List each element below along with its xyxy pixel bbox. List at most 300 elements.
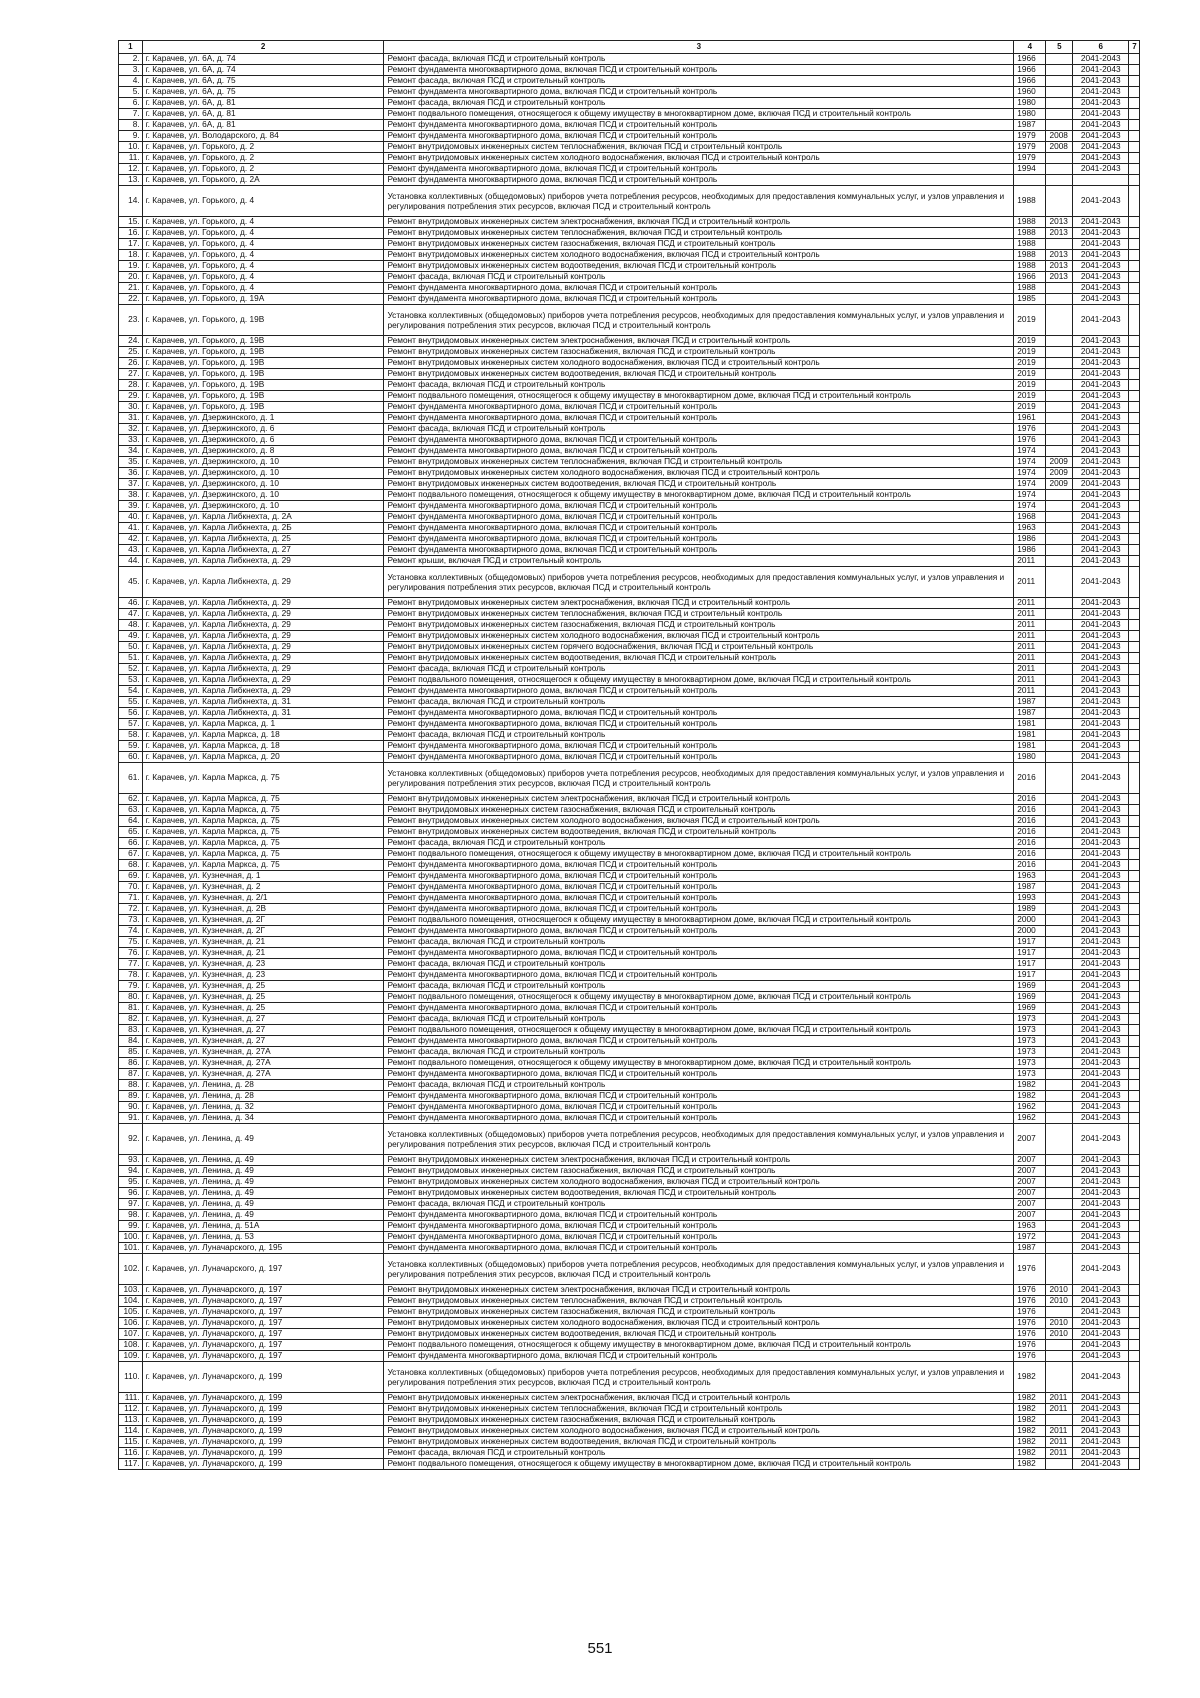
table-row	[119, 948, 1140, 959]
cell-last-repair-year	[1046, 305, 1073, 336]
cell-address: г. Карачев, ул. Кузнечная, д. 27А	[142, 1069, 384, 1080]
cell-address: г. Карачев, ул. Ленина, д. 49	[142, 1210, 384, 1221]
cell-row-number: 10.	[119, 142, 143, 153]
cell-work-type: Установка коллективных (общедомовых) приборов учета потребления ресурсов, необходимых для предоставления коммунальных услуг, и узлов управления и регулирования потребления этих ресурсов, включая ПСД и строительный контроль	[384, 1362, 1014, 1393]
cell-build-year: 1976	[1014, 1351, 1046, 1362]
cell-work-type: Ремонт фундамента многоквартирного дома, включая ПСД и строительный контроль	[384, 719, 1014, 730]
table-row	[119, 391, 1140, 402]
cell-build-year: 2016	[1014, 849, 1046, 860]
cell-work-type: Установка коллективных (общедомовых) приборов учета потребления ресурсов, необходимых для предоставления коммунальных услуг, и узлов управления и регулирования потребления этих ресурсов, включая ПСД и строительный контроль	[384, 186, 1014, 217]
cell-extra	[1129, 1393, 1140, 1404]
table-row	[119, 54, 1140, 65]
cell-last-repair-year	[1046, 413, 1073, 424]
cell-planned-period: 2041-2043	[1073, 741, 1129, 752]
cell-planned-period: 2041-2043	[1073, 1426, 1129, 1437]
cell-last-repair-year	[1046, 763, 1073, 794]
cell-last-repair-year: 2008	[1046, 142, 1073, 153]
cell-work-type: Установка коллективных (общедомовых) приборов учета потребления ресурсов, необходимых для предоставления коммунальных услуг, и узлов управления и регулирования потребления этих ресурсов, включая ПСД и строительный контроль	[384, 1124, 1014, 1155]
cell-work-type: Ремонт фундамента многоквартирного дома, включая ПСД и строительный контроль	[384, 1243, 1014, 1254]
cell-planned-period: 2041-2043	[1073, 1155, 1129, 1166]
cell-extra	[1129, 457, 1140, 468]
cell-address: г. Карачев, ул. Луначарского, д. 199	[142, 1426, 384, 1437]
cell-work-type: Ремонт фундамента многоквартирного дома, включая ПСД и строительный контроль	[384, 926, 1014, 937]
cell-address: г. Карачев, ул. Горького, д. 19В	[142, 402, 384, 413]
cell-planned-period: 2041-2043	[1073, 697, 1129, 708]
cell-extra	[1129, 380, 1140, 391]
cell-work-type: Ремонт фундамента многоквартирного дома, включая ПСД и строительный контроль	[384, 1003, 1014, 1014]
table-row	[119, 457, 1140, 468]
cell-build-year: 1917	[1014, 970, 1046, 981]
cell-row-number: 98.	[119, 1210, 143, 1221]
table-row	[119, 186, 1140, 217]
cell-last-repair-year	[1046, 752, 1073, 763]
cell-planned-period: 2041-2043	[1073, 479, 1129, 490]
cell-build-year: 2007	[1014, 1166, 1046, 1177]
cell-row-number: 64.	[119, 816, 143, 827]
cell-build-year: 1986	[1014, 545, 1046, 556]
cell-build-year: 1976	[1014, 1254, 1046, 1285]
cell-row-number: 4.	[119, 76, 143, 87]
cell-extra	[1129, 1069, 1140, 1080]
table-row	[119, 1069, 1140, 1080]
cell-planned-period: 2041-2043	[1073, 261, 1129, 272]
cell-work-type: Ремонт внутридомовых инженерных систем электроснабжения, включая ПСД и строительный контроль	[384, 1285, 1014, 1296]
cell-work-type: Ремонт фундамента многоквартирного дома, включая ПСД и строительный контроль	[384, 131, 1014, 142]
cell-address: г. Карачев, ул. Луначарского, д. 197	[142, 1296, 384, 1307]
table-row	[119, 261, 1140, 272]
cell-build-year: 1987	[1014, 882, 1046, 893]
cell-build-year: 1989	[1014, 904, 1046, 915]
cell-row-number: 37.	[119, 479, 143, 490]
cell-planned-period: 2041-2043	[1073, 1036, 1129, 1047]
cell-planned-period: 2041-2043	[1073, 186, 1129, 217]
cell-work-type: Ремонт внутридомовых инженерных систем газоснабжения, включая ПСД и строительный контроль	[384, 1415, 1014, 1426]
cell-work-type: Ремонт фундамента многоквартирного дома, включая ПСД и строительный контроль	[384, 1351, 1014, 1362]
cell-address: г. Карачев, ул. Карла Либкнехта, д. 29	[142, 609, 384, 620]
cell-work-type: Ремонт фундамента многоквартирного дома, включая ПСД и строительный контроль	[384, 545, 1014, 556]
cell-address: г. Карачев, ул. Горького, д. 2	[142, 164, 384, 175]
cell-work-type: Ремонт фундамента многоквартирного дома, включая ПСД и строительный контроль	[384, 164, 1014, 175]
cell-row-number: 74.	[119, 926, 143, 937]
cell-address: г. Карачев, ул. Горького, д. 19В	[142, 369, 384, 380]
cell-build-year: 2016	[1014, 827, 1046, 838]
cell-row-number: 103.	[119, 1285, 143, 1296]
table-row	[119, 1166, 1140, 1177]
table-row	[119, 675, 1140, 686]
cell-extra	[1129, 948, 1140, 959]
cell-build-year: 2019	[1014, 347, 1046, 358]
cell-build-year: 1987	[1014, 1243, 1046, 1254]
cell-extra	[1129, 620, 1140, 631]
cell-address: г. Карачев, ул. 6А, д. 81	[142, 120, 384, 131]
cell-row-number: 53.	[119, 675, 143, 686]
cell-address: г. Карачев, ул. Ленина, д. 28	[142, 1091, 384, 1102]
cell-last-repair-year	[1046, 653, 1073, 664]
cell-row-number: 7.	[119, 109, 143, 120]
cell-address: г. Карачев, ул. Кузнечная, д. 2	[142, 882, 384, 893]
cell-planned-period: 2041-2043	[1073, 250, 1129, 261]
cell-work-type: Ремонт фундамента многоквартирного дома, включая ПСД и строительный контроль	[384, 871, 1014, 882]
cell-row-number: 81.	[119, 1003, 143, 1014]
cell-row-number: 102.	[119, 1254, 143, 1285]
cell-extra	[1129, 849, 1140, 860]
cell-last-repair-year	[1046, 882, 1073, 893]
cell-extra	[1129, 1362, 1140, 1393]
cell-row-number: 76.	[119, 948, 143, 959]
cell-planned-period: 2041-2043	[1073, 1459, 1129, 1470]
cell-extra	[1129, 675, 1140, 686]
table-row	[119, 1058, 1140, 1069]
cell-extra	[1129, 424, 1140, 435]
table-row	[119, 1003, 1140, 1014]
cell-planned-period: 2041-2043	[1073, 1047, 1129, 1058]
cell-row-number: 72.	[119, 904, 143, 915]
cell-work-type: Ремонт внутридомовых инженерных систем холодного водоснабжения, включая ПСД и строительный контроль	[384, 1177, 1014, 1188]
cell-extra	[1129, 1188, 1140, 1199]
cell-build-year: 1985	[1014, 294, 1046, 305]
table-row	[119, 871, 1140, 882]
cell-last-repair-year: 2011	[1046, 1448, 1073, 1459]
cell-work-type: Ремонт фундамента многоквартирного дома, включая ПСД и строительный контроль	[384, 534, 1014, 545]
cell-build-year: 1987	[1014, 697, 1046, 708]
cell-work-type: Ремонт подвального помещения, относящегося к общему имуществу в многоквартирном доме, включая ПСД и строительный контроль	[384, 1459, 1014, 1470]
cell-work-type: Ремонт внутридомовых инженерных систем водоотведения, включая ПСД и строительный контроль	[384, 1329, 1014, 1340]
cell-extra	[1129, 228, 1140, 239]
cell-work-type: Ремонт фундамента многоквартирного дома, включая ПСД и строительный контроль	[384, 970, 1014, 981]
cell-planned-period: 2041-2043	[1073, 1025, 1129, 1036]
cell-extra	[1129, 109, 1140, 120]
cell-address: г. Карачев, ул. Луначарского, д. 199	[142, 1459, 384, 1470]
cell-row-number: 105.	[119, 1307, 143, 1318]
cell-address: г. Карачев, ул. Дзержинского, д. 6	[142, 424, 384, 435]
cell-work-type: Ремонт фундамента многоквартирного дома, включая ПСД и строительный контроль	[384, 175, 1014, 186]
cell-last-repair-year	[1046, 915, 1073, 926]
cell-work-type: Ремонт внутридомовых инженерных систем электроснабжения, включая ПСД и строительный контроль	[384, 1155, 1014, 1166]
cell-row-number: 55.	[119, 697, 143, 708]
cell-address: г. Карачев, ул. Дзержинского, д. 10	[142, 468, 384, 479]
cell-row-number: 82.	[119, 1014, 143, 1025]
cell-build-year: 1968	[1014, 512, 1046, 523]
cell-extra	[1129, 1091, 1140, 1102]
cell-work-type: Ремонт внутридомовых инженерных систем холодного водоснабжения, включая ПСД и строительный контроль	[384, 358, 1014, 369]
cell-build-year: 1962	[1014, 1113, 1046, 1124]
cell-planned-period: 2041-2043	[1073, 98, 1129, 109]
cell-row-number: 35.	[119, 457, 143, 468]
cell-build-year: 1974	[1014, 446, 1046, 457]
cell-extra	[1129, 992, 1140, 1003]
cell-address: г. Карачев, ул. Горького, д. 4	[142, 228, 384, 239]
cell-work-type: Ремонт фундамента многоквартирного дома, включая ПСД и строительный контроль	[384, 708, 1014, 719]
cell-last-repair-year	[1046, 239, 1073, 250]
table-row	[119, 446, 1140, 457]
cell-address: г. Карачев, ул. Карла Либкнехта, д. 29	[142, 567, 384, 598]
cell-work-type: Ремонт фасада, включая ПСД и строительный контроль	[384, 937, 1014, 948]
cell-last-repair-year	[1046, 424, 1073, 435]
cell-extra	[1129, 65, 1140, 76]
table-row	[119, 1080, 1140, 1091]
cell-extra	[1129, 1232, 1140, 1243]
cell-address: г. Карачев, ул. Луначарского, д. 199	[142, 1404, 384, 1415]
cell-extra	[1129, 1047, 1140, 1058]
cell-planned-period: 2041-2043	[1073, 567, 1129, 598]
cell-build-year: 1973	[1014, 1025, 1046, 1036]
cell-build-year: 1993	[1014, 893, 1046, 904]
cell-extra	[1129, 76, 1140, 87]
cell-planned-period: 2041-2043	[1073, 849, 1129, 860]
cell-address: г. Карачев, ул. Луначарского, д. 199	[142, 1393, 384, 1404]
cell-address: г. Карачев, ул. Кузнечная, д. 27А	[142, 1047, 384, 1058]
cell-extra	[1129, 1124, 1140, 1155]
cell-extra	[1129, 686, 1140, 697]
cell-address: г. Карачев, ул. Карла Либкнехта, д. 2А	[142, 512, 384, 523]
cell-row-number: 80.	[119, 992, 143, 1003]
cell-work-type: Ремонт внутридомовых инженерных систем холодного водоснабжения, включая ПСД и строительный контроль	[384, 1426, 1014, 1437]
cell-row-number: 112.	[119, 1404, 143, 1415]
cell-work-type: Ремонт внутридомовых инженерных систем холодного водоснабжения, включая ПСД и строительный контроль	[384, 153, 1014, 164]
cell-address: г. Карачев, ул. 6А, д. 81	[142, 109, 384, 120]
cell-address: г. Карачев, ул. Горького, д. 4	[142, 272, 384, 283]
table-row	[119, 1102, 1140, 1113]
cell-row-number: 90.	[119, 1102, 143, 1113]
cell-extra	[1129, 860, 1140, 871]
cell-planned-period: 2041-2043	[1073, 904, 1129, 915]
cell-work-type: Ремонт внутридомовых инженерных систем электроснабжения, включая ПСД и строительный контроль	[384, 217, 1014, 228]
cell-build-year: 1982	[1014, 1091, 1046, 1102]
table-row	[119, 697, 1140, 708]
cell-address: г. Карачев, ул. Дзержинского, д. 8	[142, 446, 384, 457]
cell-address: г. Карачев, ул. Горького, д. 4	[142, 239, 384, 250]
cell-row-number: 43.	[119, 545, 143, 556]
cell-address: г. Карачев, ул. 6А, д. 75	[142, 87, 384, 98]
cell-address: г. Карачев, ул. Карла Маркса, д. 1	[142, 719, 384, 730]
cell-address: г. Карачев, ул. Кузнечная, д. 27А	[142, 1058, 384, 1069]
cell-work-type: Ремонт фундамента многоквартирного дома, включая ПСД и строительный контроль	[384, 1091, 1014, 1102]
table-row	[119, 926, 1140, 937]
cell-address: г. Карачев, ул. Карла Маркса, д. 75	[142, 849, 384, 860]
cell-extra	[1129, 653, 1140, 664]
table-row	[119, 1155, 1140, 1166]
cell-work-type: Ремонт внутридомовых инженерных систем холодного водоснабжения, включая ПСД и строительный контроль	[384, 1318, 1014, 1329]
cell-address: г. Карачев, ул. 6А, д. 81	[142, 98, 384, 109]
cell-build-year: 2016	[1014, 860, 1046, 871]
cell-extra	[1129, 545, 1140, 556]
table-row	[119, 752, 1140, 763]
cell-planned-period: 2041-2043	[1073, 1318, 1129, 1329]
cell-extra	[1129, 1351, 1140, 1362]
table-row	[119, 805, 1140, 816]
cell-address: г. Карачев, ул. Карла Либкнехта, д. 29	[142, 664, 384, 675]
table-row	[119, 598, 1140, 609]
table-row	[119, 239, 1140, 250]
cell-build-year: 1917	[1014, 959, 1046, 970]
cell-address: г. Карачев, ул. Дзержинского, д. 10	[142, 479, 384, 490]
cell-work-type: Ремонт внутридомовых инженерных систем электроснабжения, включая ПСД и строительный контроль	[384, 336, 1014, 347]
cell-address: г. Карачев, ул. Луначарского, д. 199	[142, 1415, 384, 1426]
cell-build-year: 2011	[1014, 642, 1046, 653]
cell-build-year: 1973	[1014, 1047, 1046, 1058]
cell-row-number: 67.	[119, 849, 143, 860]
cell-row-number: 60.	[119, 752, 143, 763]
cell-last-repair-year	[1046, 1113, 1073, 1124]
table-row	[119, 763, 1140, 794]
table-row	[119, 1340, 1140, 1351]
cell-planned-period: 2041-2043	[1073, 534, 1129, 545]
table-row	[119, 413, 1140, 424]
table-row	[119, 915, 1140, 926]
cell-row-number: 117.	[119, 1459, 143, 1470]
cell-last-repair-year	[1046, 1025, 1073, 1036]
cell-address: г. Карачев, ул. Горького, д. 4	[142, 283, 384, 294]
cell-last-repair-year	[1046, 1340, 1073, 1351]
cell-extra	[1129, 523, 1140, 534]
cell-address: г. Карачев, ул. Кузнечная, д. 27	[142, 1014, 384, 1025]
cell-extra	[1129, 926, 1140, 937]
cell-planned-period: 2041-2043	[1073, 523, 1129, 534]
table-row	[119, 1362, 1140, 1393]
cell-last-repair-year	[1046, 523, 1073, 534]
cell-last-repair-year	[1046, 620, 1073, 631]
cell-last-repair-year: 2011	[1046, 1393, 1073, 1404]
cell-row-number: 58.	[119, 730, 143, 741]
cell-address: г. Карачев, ул. Володарского, д. 84	[142, 131, 384, 142]
cell-last-repair-year	[1046, 1069, 1073, 1080]
cell-address: г. Карачев, ул. Карла Маркса, д. 75	[142, 805, 384, 816]
table-row	[119, 708, 1140, 719]
cell-address: г. Карачев, ул. Луначарского, д. 197	[142, 1285, 384, 1296]
cell-extra	[1129, 402, 1140, 413]
cell-planned-period: 2041-2043	[1073, 1232, 1129, 1243]
table-row	[119, 1437, 1140, 1448]
table-row	[119, 175, 1140, 186]
cell-last-repair-year	[1046, 1254, 1073, 1285]
cell-extra	[1129, 1080, 1140, 1091]
cell-planned-period: 2041-2043	[1073, 54, 1129, 65]
cell-build-year: 1979	[1014, 142, 1046, 153]
cell-build-year: 1982	[1014, 1459, 1046, 1470]
cell-row-number: 88.	[119, 1080, 143, 1091]
cell-address: г. Карачев, ул. Карла Либкнехта, д. 29	[142, 675, 384, 686]
cell-build-year: 1988	[1014, 261, 1046, 272]
cell-extra	[1129, 893, 1140, 904]
cell-last-repair-year	[1046, 697, 1073, 708]
cell-build-year: 1982	[1014, 1426, 1046, 1437]
cell-address: г. Карачев, ул. Горького, д. 19В	[142, 380, 384, 391]
cell-planned-period: 2041-2043	[1073, 556, 1129, 567]
cell-build-year: 1982	[1014, 1437, 1046, 1448]
cell-build-year	[1014, 175, 1046, 186]
cell-last-repair-year	[1046, 87, 1073, 98]
cell-last-repair-year	[1046, 1232, 1073, 1243]
cell-work-type: Ремонт внутридомовых инженерных систем горячего водоснабжения, включая ПСД и строительный контроль	[384, 642, 1014, 653]
cell-last-repair-year	[1046, 567, 1073, 598]
table-row	[119, 992, 1140, 1003]
cell-work-type: Ремонт фундамента многоквартирного дома, включая ПСД и строительный контроль	[384, 283, 1014, 294]
cell-build-year: 1988	[1014, 217, 1046, 228]
cell-work-type: Ремонт фасада, включая ПСД и строительный контроль	[384, 981, 1014, 992]
cell-address: г. Карачев, ул. Кузнечная, д. 27	[142, 1025, 384, 1036]
cell-work-type: Ремонт фундамента многоквартирного дома, включая ПСД и строительный контроль	[384, 904, 1014, 915]
cell-extra	[1129, 1296, 1140, 1307]
cell-extra	[1129, 468, 1140, 479]
cell-last-repair-year	[1046, 1210, 1073, 1221]
cell-planned-period: 2041-2043	[1073, 347, 1129, 358]
cell-planned-period: 2041-2043	[1073, 501, 1129, 512]
cell-address: г. Карачев, ул. Карла Либкнехта, д. 31	[142, 697, 384, 708]
cell-address: г. Карачев, ул. Ленина, д. 49	[142, 1166, 384, 1177]
cell-row-number: 84.	[119, 1036, 143, 1047]
cell-last-repair-year	[1046, 1124, 1073, 1155]
cell-extra	[1129, 294, 1140, 305]
table-row	[119, 1091, 1140, 1102]
cell-work-type: Ремонт внутридомовых инженерных систем газоснабжения, включая ПСД и строительный контроль	[384, 347, 1014, 358]
cell-planned-period: 2041-2043	[1073, 719, 1129, 730]
cell-extra	[1129, 937, 1140, 948]
cell-build-year: 2011	[1014, 609, 1046, 620]
cell-address: г. Карачев, ул. Луначарского, д. 197	[142, 1318, 384, 1329]
cell-last-repair-year	[1046, 534, 1073, 545]
cell-address: г. Карачев, ул. Карла Маркса, д. 75	[142, 827, 384, 838]
cell-planned-period: 2041-2043	[1073, 948, 1129, 959]
cell-row-number: 40.	[119, 512, 143, 523]
cell-planned-period: 2041-2043	[1073, 1003, 1129, 1014]
cell-extra	[1129, 719, 1140, 730]
cell-work-type: Ремонт фундамента многоквартирного дома, включая ПСД и строительный контроль	[384, 893, 1014, 904]
cell-last-repair-year	[1046, 948, 1073, 959]
cell-planned-period: 2041-2043	[1073, 937, 1129, 948]
cell-build-year: 1917	[1014, 948, 1046, 959]
cell-work-type: Ремонт внутридомовых инженерных систем электроснабжения, включая ПСД и строительный контроль	[384, 794, 1014, 805]
table-row	[119, 65, 1140, 76]
cell-build-year: 1973	[1014, 1058, 1046, 1069]
cell-work-type: Ремонт фундамента многоквартирного дома, включая ПСД и строительный контроль	[384, 120, 1014, 131]
cell-build-year: 1976	[1014, 1307, 1046, 1318]
cell-build-year: 1981	[1014, 730, 1046, 741]
cell-last-repair-year	[1046, 1362, 1073, 1393]
cell-address: г. Карачев, ул. Ленина, д. 34	[142, 1113, 384, 1124]
table-row	[119, 109, 1140, 120]
table-row	[119, 534, 1140, 545]
cell-address: г. Карачев, ул. Луначарского, д. 195	[142, 1243, 384, 1254]
cell-planned-period: 2041-2043	[1073, 1199, 1129, 1210]
cell-work-type: Ремонт фундамента многоквартирного дома, включая ПСД и строительный контроль	[384, 1102, 1014, 1113]
cell-planned-period: 2041-2043	[1073, 1102, 1129, 1113]
cell-last-repair-year	[1046, 283, 1073, 294]
cell-row-number: 19.	[119, 261, 143, 272]
cell-last-repair-year	[1046, 1166, 1073, 1177]
cell-work-type: Ремонт внутридомовых инженерных систем электроснабжения, включая ПСД и строительный контроль	[384, 1393, 1014, 1404]
cell-row-number: 51.	[119, 653, 143, 664]
cell-extra	[1129, 1177, 1140, 1188]
cell-extra	[1129, 501, 1140, 512]
table-row	[119, 435, 1140, 446]
cell-work-type: Ремонт внутридомовых инженерных систем электроснабжения, включая ПСД и строительный контроль	[384, 598, 1014, 609]
cell-planned-period: 2041-2043	[1073, 120, 1129, 131]
cell-work-type: Ремонт фундамента многоквартирного дома, включая ПСД и строительный контроль	[384, 1232, 1014, 1243]
cell-row-number: 75.	[119, 937, 143, 948]
cell-planned-period: 2041-2043	[1073, 794, 1129, 805]
cell-extra	[1129, 336, 1140, 347]
cell-last-repair-year: 2013	[1046, 250, 1073, 261]
table-row	[119, 1404, 1140, 1415]
cell-row-number: 85.	[119, 1047, 143, 1058]
table-row	[119, 827, 1140, 838]
table-row	[119, 664, 1140, 675]
cell-row-number: 54.	[119, 686, 143, 697]
table-row	[119, 369, 1140, 380]
cell-last-repair-year	[1046, 904, 1073, 915]
cell-extra	[1129, 98, 1140, 109]
cell-work-type: Ремонт подвального помещения, относящегося к общему имуществу в многоквартирном доме, включая ПСД и строительный контроль	[384, 1058, 1014, 1069]
